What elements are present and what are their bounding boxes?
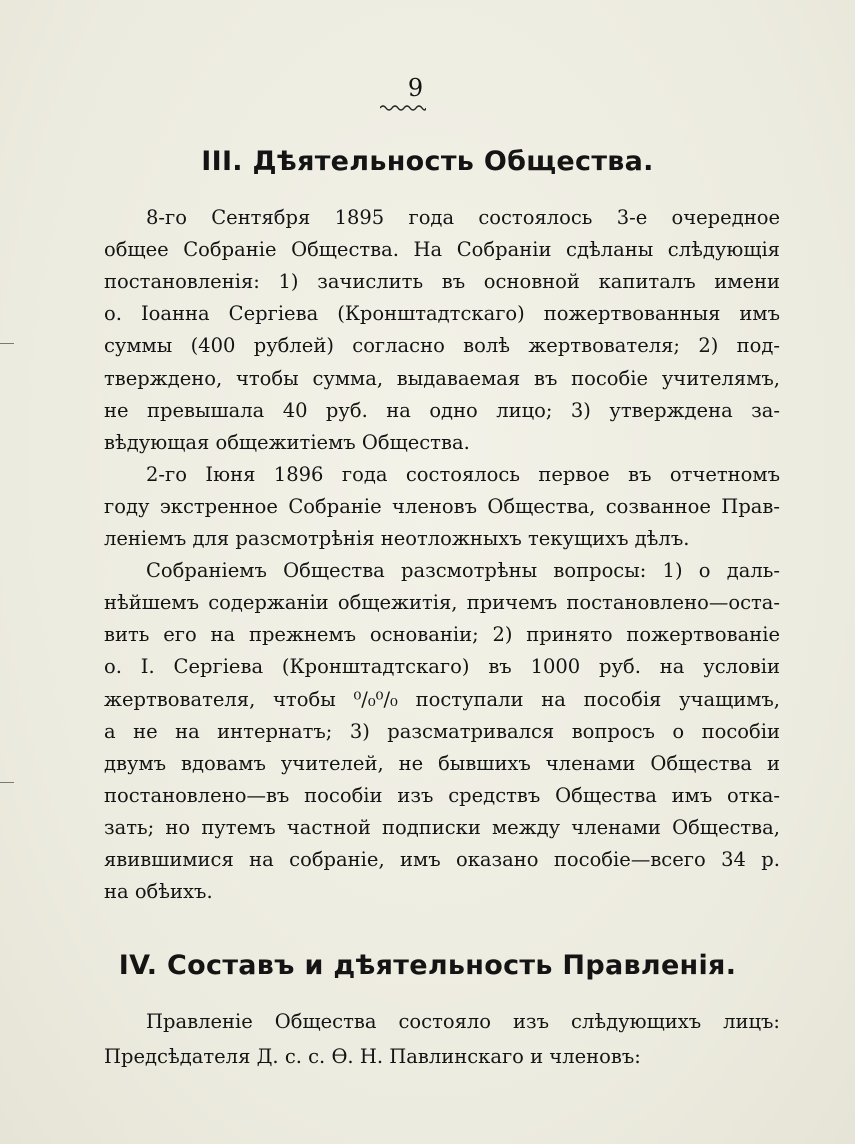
text-line: леніемъ для разсмотрѣнія неотложныхъ текущихъ дѣлъ. bbox=[104, 527, 690, 550]
text-line: 2-го Іюня 1896 года состоялось первое въ отчетномъ bbox=[146, 462, 780, 486]
text-line: о. Іоанна Сергіева (Кронштадтскаго) пожертвованныя имъ bbox=[104, 302, 780, 326]
text-line: не превышала 40 руб. на одно лицо; 3) утверждена за- bbox=[104, 398, 780, 422]
text-line: жертвователя, чтобы ⁰/₀⁰/₀ поступали на пособія учащимъ, bbox=[104, 687, 780, 711]
text-line: на обѣихъ. bbox=[104, 880, 213, 904]
section-heading-4: IV. Составъ и дѣятельность Правленія. bbox=[118, 950, 737, 981]
text-line: нѣйшемъ содержаніи общежитія, причемъ постановлено—оста- bbox=[104, 591, 780, 615]
text-line: Собраніемъ Общества разсмотрѣны вопросы: 1) о даль- bbox=[146, 559, 780, 583]
page-number: 9 bbox=[407, 74, 424, 102]
text-line: постановленія: 1) зачислить въ основной капиталъ имени bbox=[104, 270, 780, 294]
text-line: году экстренное Собраніе членовъ Общества, созванное Прав- bbox=[104, 494, 780, 518]
text-line: постановлено—въ пособіи изъ средствъ Общества имъ отка- bbox=[104, 783, 780, 807]
margin-mark bbox=[0, 343, 14, 344]
ornament-divider bbox=[380, 104, 426, 112]
text-line: суммы (400 рублей) согласно волѣ жертвователя; 2) под- bbox=[104, 334, 780, 358]
text-line: Предсѣдателя Д. с. с. Ѳ. Н. Павлинскаго и членовъ: bbox=[104, 1045, 641, 1068]
text-line: явившимися на собраніе, имъ оказано пособіе—всего 34 р. bbox=[104, 848, 780, 871]
text-line: а не на интернатъ; 3) разсматривался вопросъ о пособіи bbox=[104, 719, 780, 743]
page-header bbox=[0, 74, 855, 102]
text-line: вить его на прежнемъ основаніи; 2) принято пожертвованіе bbox=[104, 623, 780, 647]
text-line: тверждено, чтобы сумма, выдаваемая въ пособіе учителямъ, bbox=[104, 366, 780, 390]
text-line: 8-го Сентября 1895 года состоялось 3-е очередное bbox=[146, 206, 780, 229]
text-line: зать; но путемъ частной подписки между членами Общества, bbox=[104, 815, 780, 839]
text-line: Правленіе Общества состояло изъ слѣдующихъ лицъ: bbox=[146, 1010, 780, 1033]
text-line: вѣдующая общежитіемъ Общества. bbox=[104, 430, 470, 454]
text-line: общее Собраніе Общества. На Собраніи сдѣланы слѣдующія bbox=[104, 238, 780, 262]
margin-mark bbox=[0, 782, 14, 783]
text-line: двумъ вдовамъ учителей, не бывшихъ членами Общества и bbox=[104, 751, 780, 775]
section-heading-3: III. Дѣятельность Общества. bbox=[201, 146, 654, 177]
text-line: о. І. Сергіева (Кронштадтскаго) въ 1000 руб. на условіи bbox=[104, 655, 780, 679]
